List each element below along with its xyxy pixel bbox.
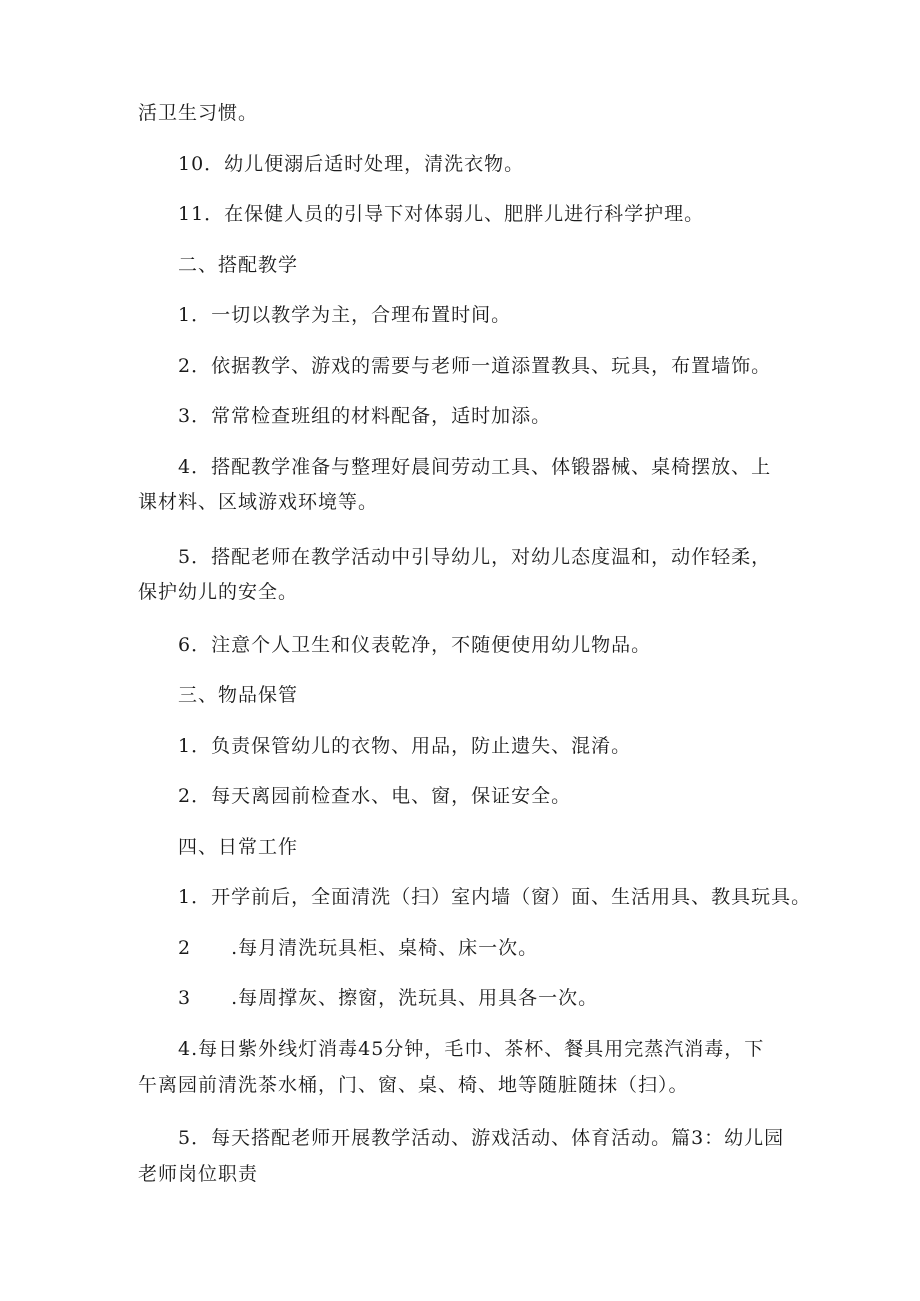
text-line: 午离园前清洗茶水桶，门、窗、桌、椅、地等随脏随抹（扫）。: [138, 1074, 689, 1096]
section-heading: 四、日常工作: [178, 836, 299, 858]
section-heading: 三、物品保管: [178, 684, 299, 706]
text-line: 2．每天离园前检查水、电、窗，保证安全。: [178, 785, 572, 807]
text-line: 2 .每月清洗玩具柜、桌椅、床一次。: [178, 937, 539, 959]
text-line: 1．开学前后，全面清洗（扫）室内墙（窗）面、生活用具、教具玩具。: [178, 886, 812, 908]
section-heading: 二、搭配教学: [178, 254, 299, 276]
text-line: 4.每日紫外线灯消毒45分钟，毛巾、茶杯、餐具用完蒸汽消毒，下: [178, 1038, 765, 1060]
text-line: 活卫生习惯。: [138, 102, 259, 124]
text-line: 10．幼儿便溺后适时处理，清洗衣物。: [178, 153, 525, 175]
text-line: 3．常常检查班组的材料配备，适时加添。: [178, 405, 552, 427]
text-line: 4．搭配教学准备与整理好晨间劳动工具、体锻器械、桌椅摆放、上: [178, 456, 772, 478]
text-line: 3 .每周撑灰、擦窗，洗玩具、用具各一次。: [178, 987, 599, 1009]
text-line: 5．每天搭配老师开展教学活动、游戏活动、体育活动。篇3：幼儿园: [178, 1127, 785, 1149]
text-line: 老师岗位职责: [138, 1163, 259, 1185]
text-line: 2．依据教学、游戏的需要与老师一道添置教具、玩具，布置墙饰。: [178, 355, 772, 377]
text-line: 保护幼儿的安全。: [138, 581, 299, 603]
text-line: 1．负责保管幼儿的衣物、用品，防止遗失、混淆。: [178, 735, 632, 757]
text-line: 5．搭配老师在教学活动中引导幼儿，对幼儿态度温和，动作轻柔，: [178, 546, 772, 568]
text-line: 1．一切以教学为主，合理布置时间。: [178, 304, 512, 326]
text-line: 11．在保健人员的引导下对体弱儿、肥胖儿进行科学护理。: [178, 203, 705, 225]
text-line: 6．注意个人卫生和仪表乾净，不随便使用幼儿物品。: [178, 634, 652, 656]
text-line: 课材料、区域游戏环境等。: [138, 491, 379, 513]
